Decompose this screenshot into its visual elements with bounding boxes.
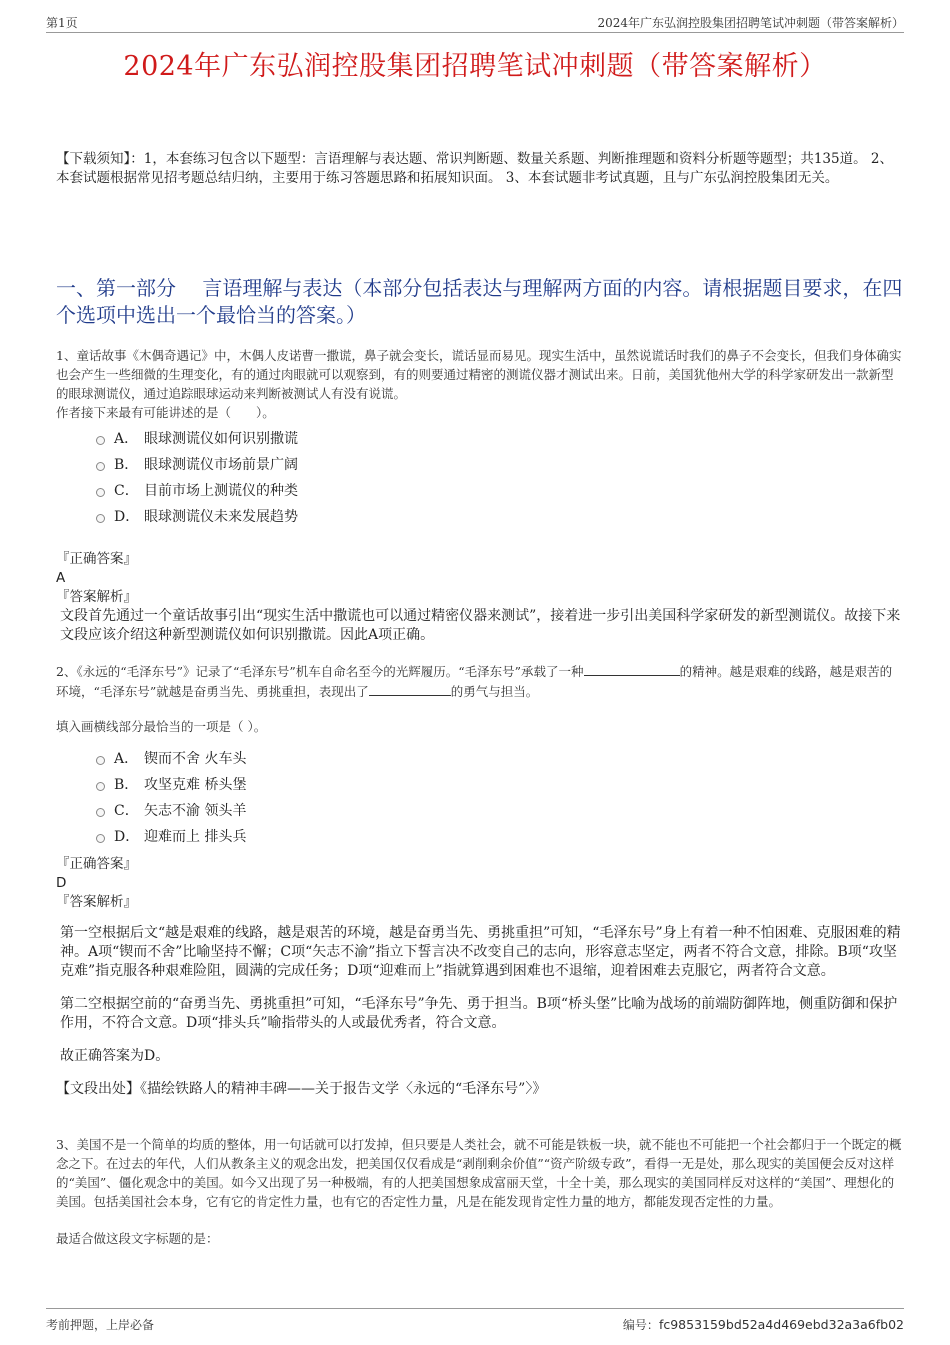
radio-icon[interactable] — [96, 436, 105, 445]
question-1-options — [96, 426, 298, 530]
option-1a[interactable]: A． 眼球测谎仪如何识别撒谎 — [96, 426, 298, 452]
question-1-text: 1、童话故事《木偶奇遇记》中，木偶人皮诺曹一撒谎，鼻子就会变长，谎话显而易见。现实生活中，虽然说谎话时我们的鼻子不会变长，但我们身体确实也会产生一些细微的生理变化，有的通过肉眼就可以观察到，有的则要通过精密的测谎仪器才测试出来。日前，美国犹他州大学的科学家研发出一款新型的眼球测谎仪，通过追踪眼球运动来判断被测试人有没有说谎。 — [56, 348, 902, 401]
option-1b[interactable]: B． 眼球测谎仪市场前景广阔 — [96, 452, 298, 478]
header-doc-name: 2024年广东弘润控股集团招聘笔试冲刺题（带答案解析） — [597, 16, 904, 30]
option-2c[interactable]: C． 矢志不渝 领头羊 — [96, 798, 246, 824]
page-footer — [46, 1308, 904, 1335]
correct-answer-value: D — [56, 875, 67, 891]
blank-1 — [584, 661, 680, 676]
page-number: 第1页 — [46, 16, 78, 30]
correct-answer-value: A — [56, 570, 66, 586]
radio-icon[interactable] — [96, 834, 105, 843]
radio-icon[interactable] — [96, 488, 105, 497]
question-1-answer — [56, 549, 904, 645]
radio-icon[interactable] — [96, 756, 105, 765]
option-1d[interactable]: D． 眼球测谎仪未来发展趋势 — [96, 504, 298, 530]
analysis-label: 『答案解析』 — [56, 894, 137, 910]
question-2-text: 2、《永远的“毛泽东号”》记录了“毛泽东号”机车自命名至今的光辉履历。“毛泽东号”承载了一种 的精神。越是艰难的线路，越是艰苦的环境，“毛泽东号”就越是奋勇当先、勇挑重担，表现出了 的勇气与担当。 — [56, 661, 904, 701]
radio-icon[interactable] — [96, 514, 105, 523]
page-header — [46, 10, 904, 33]
question-1-prompt: 作者接下来最有可能讲述的是（ ）。 — [56, 405, 275, 420]
document-title: 2024年广东弘润控股集团招聘笔试冲刺题（带答案解析） — [123, 51, 827, 82]
radio-icon[interactable] — [96, 782, 105, 791]
question-1 — [56, 346, 904, 422]
analysis-text: 文段首先通过一个童话故事引出“现实生活中撒谎也可以通过精密仪器来测试”，接着进一步引出美国科学家研发的新型测谎仪。故接下来文段应该介绍这种新型测谎仪如何识别撒谎。因此A项正确。 — [60, 608, 901, 643]
analysis-conclusion: 故正确答案为D。 — [60, 1048, 170, 1064]
section-heading: 一、第一部分 言语理解与表达（本部分包括表达与理解两方面的内容。请根据题目要求，在四个选项中选出一个最恰当的答案。） — [56, 276, 903, 327]
question-3 — [56, 1135, 904, 1248]
option-2a[interactable]: A． 锲而不舍 火车头 — [96, 746, 246, 772]
option-1c[interactable]: C． 目前市场上测谎仪的种类 — [96, 478, 298, 504]
text-source: 【文段出处】《描绘铁路人的精神丰碑——关于报告文学〈永远的“毛泽东号”〉》 — [56, 1081, 547, 1097]
question-3-prompt: 最适合做这段文字标题的是： — [56, 1231, 219, 1246]
question-2-options — [96, 746, 246, 850]
blank-2 — [369, 681, 451, 696]
analysis-paragraph-1: 第一空根据后文“越是艰难的线路，越是艰苦的环境，越是奋勇当先、勇挑重担”可知，“毛泽东号”身上有着一种不怕困难、克服困难的精神。A项“锲而不舍”比喻坚持不懈；C项“矢志不渝”指立下誓言决不改变自己的志向，形容意志坚定，两者不符合文意，排除。B项“攻坚克难”指克服各种艰难险阻，圆满的完成任务；D项“迎难而上”指就算遇到困难也不退缩，迎着困难去克服它，两者符合文意。 — [60, 925, 901, 979]
question-2-prompt: 填入画横线部分最恰当的一项是（ ）。 — [56, 719, 267, 734]
option-2d[interactable]: D． 迎难而上 排头兵 — [96, 824, 246, 850]
option-2b[interactable]: B． 攻坚克难 桥头堡 — [96, 772, 246, 798]
radio-icon[interactable] — [96, 808, 105, 817]
question-2-answer — [56, 854, 904, 1099]
question-3-text: 3、美国不是一个简单的均质的整体，用一句话就可以打发掉，但只要是人类社会，就不可能是铁板一块，就不能也不可能把一个社会都归于一个既定的概念之下。在过去的年代，人们从教条主义的观念出发，把美国仅仅看成是“剥削剩余价值”“资产阶级专政”，看得一无是处，那么现实的美国便会反对这样的“美国”、僵化观念中的美国。如今又出现了另一种极端，有的人把美国想象成富丽天堂，十全十美，那么现实的美国同样反对这样的“美国”、理想化的美国。包括美国社会本身，它有它的肯定性力量，也有它的否定性力量，凡是在能发现肯定性力量的地方，都能发现否定性的力量。 — [56, 1137, 902, 1209]
question-2 — [56, 661, 904, 736]
download-notice: 【下载须知】：1，本套练习包含以下题型：言语理解与表达题、常识判断题、数量关系题、判断推理题和资料分析题等题型；共135道。 2、本套试题根据常见招考题总结归纳，主要用于练习答题思路和拓展知识面。 3、本套试题非考试真题，且与广东弘润控股集团无关。 — [56, 151, 893, 186]
footer-slogan: 考前押题，上岸必备 — [46, 1318, 155, 1332]
correct-answer-label: 『正确答案』 — [56, 551, 137, 567]
correct-answer-label: 『正确答案』 — [56, 856, 137, 872]
footer-code: 编号：fc9853159bd52a4d469ebd32a3a6fb02 — [622, 1317, 904, 1332]
radio-icon[interactable] — [96, 462, 105, 471]
analysis-paragraph-2: 第二空根据空前的“奋勇当先、勇挑重担”可知，“毛泽东号”争先、勇于担当。B项“桥头堡”比喻为战场的前端防御阵地，侧重防御和保护作用，不符合文意。D项“排头兵”喻指带头的人或最优秀者，符合文意。 — [60, 996, 898, 1031]
analysis-label: 『答案解析』 — [56, 589, 137, 605]
